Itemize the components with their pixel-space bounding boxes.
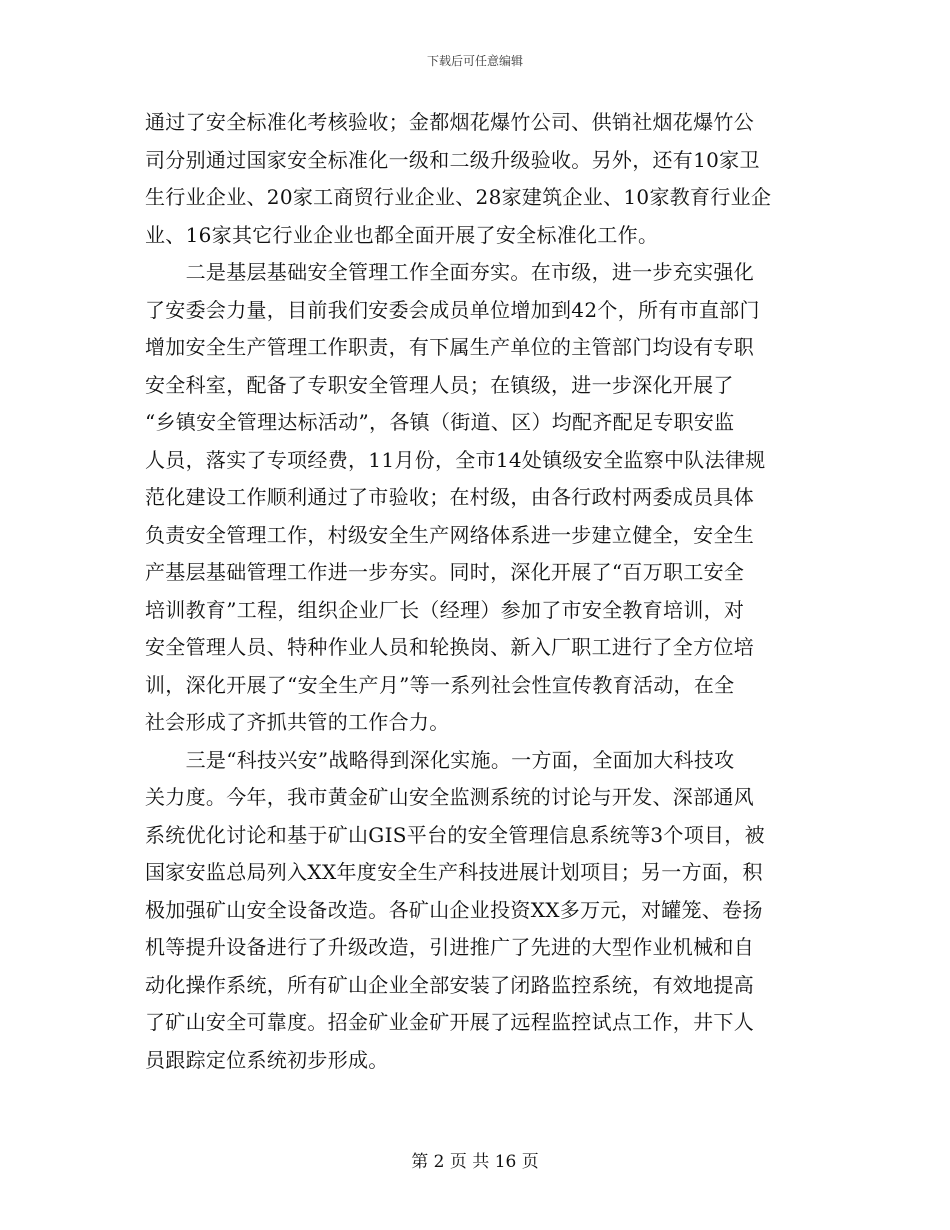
text-line: 系统优化讨论和基于矿山GIS平台的安全管理信息系统等3个项目，被 xyxy=(145,822,765,847)
text-line: 机等提升设备进行了升级改造，引进推广了先进的大型作业机械和自 xyxy=(145,935,754,959)
text-line: 极加强矿山安全设备改造。各矿山企业投资XX多万元，对罐笼、卷扬 xyxy=(145,897,763,922)
text-line: 了矿山安全可靠度。招金矿业金矿开展了远程监控试点工作，井下人 xyxy=(145,1010,754,1034)
text-line: 司分别通过国家安全标准化一级和二级升级验收。另外，还有10家卫 xyxy=(145,147,760,172)
text-line: 员跟踪定位系统初步形成。 xyxy=(145,1047,389,1072)
text-line: 安全管理人员、特种作业人员和轮换岗、新入厂职工进行了全方位培 xyxy=(145,635,754,659)
text-line: 了安委会力量，目前我们安委会成员单位增加到42个，所有市直部门 xyxy=(145,297,760,322)
page-footer: 第 2 页 共 16 页 xyxy=(411,1152,539,1172)
text-line: 产基层基础管理工作进一步夯实。同时，深化开展了“百万职工安全 xyxy=(145,560,745,584)
text-line: 三是“科技兴安”战略得到深化实施。一方面，全面加大科技攻 xyxy=(145,747,735,772)
text-line: “乡镇安全管理达标活动”，各镇（街道、区）均配齐配足专职安监 xyxy=(145,410,735,434)
text-line: 范化建设工作顺利通过了市验收；在村级，由各行政村两委成员具体 xyxy=(145,485,754,509)
text-line: 训，深化开展了“安全生产月”等一系列社会性宣传教育活动，在全 xyxy=(145,672,735,697)
text-line: 通过了安全标准化考核验收；金都烟花爆竹公司、供销社烟花爆竹公 xyxy=(145,110,754,134)
text-line: 二是基层基础安全管理工作全面夯实。在市级，进一步充实强化 xyxy=(145,260,754,284)
text-line: 动化操作系统，所有矿山企业全部安装了闭路监控系统，有效地提高 xyxy=(145,972,754,997)
text-line: 负责安全管理工作，村级安全生产网络体系进一步建立健全，安全生 xyxy=(145,522,754,547)
text-line: 增加安全生产管理工作职责，有下属生产单位的主管部门均设有专职 xyxy=(145,335,754,359)
page-header: 下载后可任意编辑 xyxy=(426,54,523,68)
text-line: 安全科室，配备了专职安全管理人员；在镇级，进一步深化开展了 xyxy=(145,372,734,397)
document-body xyxy=(145,104,810,1079)
text-line: 业、16家其它行业企业也都全面开展了安全标准化工作。 xyxy=(145,222,659,247)
text-line: 社会形成了齐抓共管的工作合力。 xyxy=(145,710,450,734)
text-line: 培训教育”工程，组织企业厂长（经理）参加了市安全教育培训，对 xyxy=(145,597,745,622)
text-line: 关力度。今年，我市黄金矿山安全监测系统的讨论与开发、深部通风 xyxy=(145,785,754,809)
text-line: 生行业企业、20家工商贸行业企业、28家建筑企业、10家教育行业企 xyxy=(145,185,772,209)
text-line: 国家安监总局列入XX年度安全生产科技进展计划项目；另一方面，积 xyxy=(145,860,763,884)
text-line: 人员，落实了专项经费，11月份，全市14处镇级安全监察中队法律规 xyxy=(145,447,766,472)
